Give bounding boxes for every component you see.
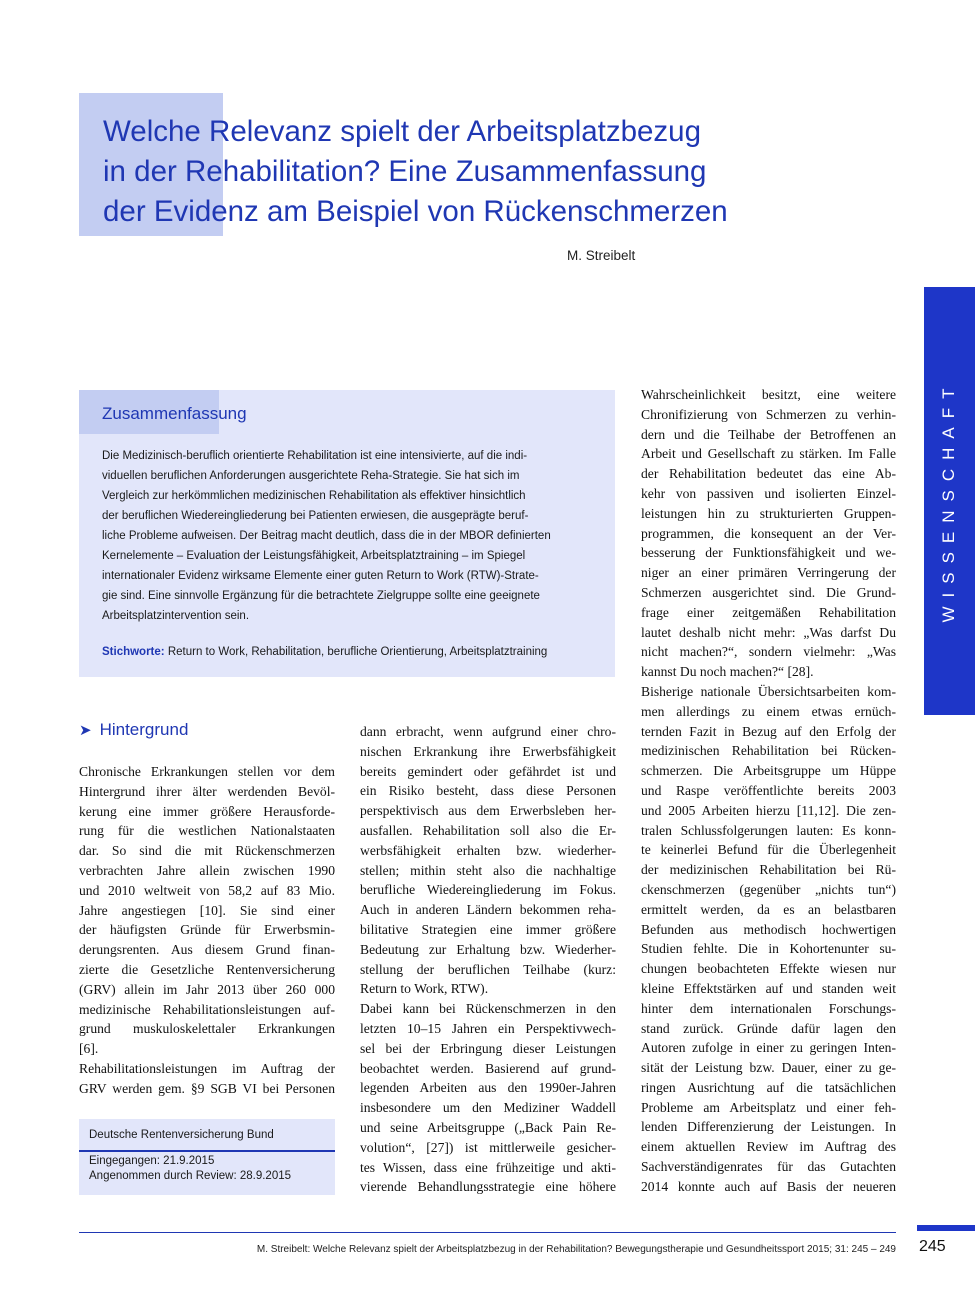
abstract-line: der beruflichen Wiedereingliederung bei Patienten erwiesen, die ausgeprägte beruf- [102, 510, 529, 522]
text-line: medizinischen Rehabilitation bei Rücken- [641, 743, 896, 759]
text-line: bereits gemindert oder gefährdet ist und [360, 763, 616, 779]
text-line: tes Wissen, dass eine frühzeitige und akti- [360, 1159, 616, 1175]
body-column-1 [79, 762, 335, 1099]
text-line: letzten 10–15 Jahren ein Perspektivwech- [360, 1020, 616, 1036]
text-line: GRV werden gem. §9 SGB VI bei Personen [79, 1080, 335, 1096]
text-line: dern und die Teilhabe der Betroffenen an [641, 426, 896, 442]
keywords-text: Return to Work, Rehabilitation, berufliche Orientierung, Arbeitsplatztraining [167, 646, 548, 658]
text-line: dar. So sind die mit Rückenschmerzen [79, 843, 335, 859]
title-line: Welche Relevanz spielt der Arbeitsplatzbezug [103, 115, 701, 148]
keywords [102, 646, 547, 658]
info-organization: Deutsche Rentenversicherung Bund [89, 1129, 274, 1141]
body-column-3 [641, 385, 896, 1197]
footer-rule [79, 1232, 896, 1233]
text-line: grund muskuloskelettaler Erkrankungen [79, 1021, 335, 1037]
text-line: Sachverständigenrates für das Gutachten [641, 1159, 896, 1175]
text-line: Arbeit und Gesellschaft zu stärken. Im Falle [641, 446, 896, 462]
received-date: Eingegangen: 21.9.2015 [89, 1155, 215, 1167]
text-line: lautet deshalb nicht mehr: „Was darfst Du [641, 624, 896, 640]
text-line: Schmerzen ausgerichtet sind. Die Grund- [641, 584, 896, 600]
accepted-date: Angenommen durch Review: 28.9.2015 [89, 1170, 292, 1182]
text-line: kehr von passiven und isolierten Einzel- [641, 485, 896, 501]
text-line: insbesondere um den Mediziner Waddell [360, 1100, 616, 1116]
text-line: legenden Arbeiten aus den 1990er-Jahren [360, 1080, 616, 1096]
text-line: kerung eine immer größere Herausforde- [79, 803, 335, 819]
text-line: te keinerlei Befund für die Überlegenheit [641, 842, 896, 858]
abstract-text [102, 446, 594, 626]
text-line: Befunden aus methodisch hochwertigen [641, 921, 896, 937]
text-line: und 2005 Arbeiten hierzu [11,12]. Die zen- [641, 802, 896, 818]
side-tab-label: WISSENSCHAFT [939, 379, 958, 623]
text-line: berufliche Wiedereingliederung im Fokus. [360, 882, 616, 898]
abstract-line: internationaler Evidenz wirksame Elemente einer guten Return to Work (RTW)-Strate- [102, 570, 539, 582]
arrow-right-icon: ➤ [79, 722, 92, 739]
text-line: leistungen hin zu strukturierten Gruppen- [641, 505, 896, 521]
text-line: [6]. [79, 1041, 99, 1057]
abstract-line: Die Medizinisch-beruflich orientierte Rehabilitation ist eine intensivierte, auf die indi- [102, 450, 528, 462]
abstract-heading: Zusammenfassung [102, 404, 247, 423]
text-line: dann erbracht, wenn aufgrund einer chro- [360, 724, 616, 739]
text-line: nicht machen?“, sondern vielmehr: „Was [641, 644, 896, 660]
text-line: ringen Ausrichtung auf die tatsächlichen [641, 1079, 896, 1095]
text-line: Autoren zufolge in einer zu geringen Inten- [641, 1040, 896, 1056]
text-line: der medizinischen Rehabilitation bei Rü- [641, 862, 896, 878]
text-line: sel bei der Erbringung dieser Leistungen [360, 1040, 616, 1056]
text-line: Wahrscheinlichkeit besitzt, eine weitere [641, 387, 896, 402]
section-heading [79, 720, 188, 740]
text-line: beobachtet werden. Basierend auf grund- [360, 1060, 616, 1076]
text-line: lenden Differenzierung der Leistungen. In [641, 1119, 896, 1135]
text-line: Chronische Erkrankungen stellen vor dem [79, 764, 335, 779]
text-line: hinter dem internationalen Forschungs- [641, 1000, 896, 1016]
text-line: Bisherige nationale Übersichtsarbeiten kom- [641, 683, 896, 699]
text-line: perspektivisch aus dem Erwerbsleben her- [360, 803, 616, 819]
section-heading-text: Hintergrund [99, 720, 189, 739]
footer-citation: M. Streibelt: Welche Relevanz spielt der Arbeitsplatzbezug in der Rehabilitation? Bewegungstherapie und Gesundheitssport 2015; 31: 245 – 249 [256, 1244, 896, 1255]
text-line: Studien fehlte. Die in Kohortenunter su- [641, 941, 896, 957]
text-line: programmen, die konsequent an der Ver- [641, 525, 896, 541]
abstract-line: Arbeitsplatzintervention sein. [102, 610, 250, 622]
text-line: stellung der beruflichen Teilhabe (kurz: [360, 961, 616, 977]
text-line: medizinische Rehabilitationsleistungen auf- [79, 1001, 335, 1017]
text-line: ausfallen. Rehabilitation soll also die Er- [360, 822, 616, 838]
text-line: und 2010 weltweit von 58,2 auf 83 Mio. [79, 882, 335, 898]
text-line: werbsfähigkeit erhalten bzw. wiederher- [360, 842, 616, 858]
text-line: verbrachten Jahre allein zwischen 1990 [79, 862, 335, 878]
text-line: stellen; mithin steht also die nachhaltige [360, 862, 616, 878]
text-line: besserung der Funktionsfähigkeit und we- [641, 545, 896, 561]
text-line: Return to Work, RTW). [360, 981, 489, 997]
text-line: men allerdings zu einem etwas ernüch- [641, 703, 896, 719]
text-line: schmerzen. Die Arbeitsgruppe um Hüppe [641, 763, 896, 779]
text-line: Jahre angestiegen [10]. Sie sind einer [79, 902, 335, 918]
text-line: derungsrenten. Aus diesem Grund finan- [79, 942, 335, 958]
text-line: Auch in anderen Ländern bekommen reha- [360, 902, 616, 918]
text-line: stand zurück. Gründe dafür lagen den [641, 1020, 896, 1036]
text-line: rung für die westlichen Nationalstaaten [79, 823, 335, 839]
abstract-line: Vergleich zur herkömmlichen medizinischen Rehabilitation als effektiver hinsichtlich [102, 490, 526, 502]
text-line: kannst Du noch machen?“ [28]. [641, 664, 814, 680]
text-line: ermittelt werden, da es an belastbaren [641, 901, 896, 917]
abstract-line: gie sind. Eine sinnvolle Ergänzung für die betrachtete Zielgruppe sollte eine geeignete [102, 590, 540, 602]
keywords-label: Stichworte: [102, 646, 165, 658]
body-column-2 [360, 722, 616, 1197]
text-line: kleine Effektstärken auf und standen weit [641, 980, 896, 996]
text-line: zierte die Gesetzliche Rentenversicherung [79, 961, 335, 977]
title-line: in der Rehabilitation? Eine Zusammenfassung [103, 155, 707, 188]
title-line: der Evidenz am Beispiel von Rückenschmerzen [103, 195, 728, 228]
text-line: (GRV) allein im Jahr 2013 über 260 000 [79, 981, 335, 997]
text-line: und seine Arbeitsgruppe („Back Pain Re- [360, 1119, 616, 1135]
text-line: der Rehabilitation bedeutet das eine Ab- [641, 466, 896, 482]
article-title [103, 112, 903, 232]
text-line: Probleme am Arbeitsplatz und einer feh- [641, 1099, 896, 1115]
text-line: volution“, [27]) ist mittlerweile gesicher- [360, 1139, 616, 1155]
text-line: Dabei kann bei Rückenschmerzen in den [360, 1001, 616, 1017]
text-line: chungen beobachteten Effekte wiesen nur [641, 961, 896, 977]
abstract-line: viduellen beruflichen Anforderungen ausgerichtete Reha-Strategie. Sie hat sich im [102, 470, 520, 482]
text-line: ckenschmerzen (gegenüber „nichts tun“) [641, 881, 896, 897]
publication-info-box [79, 1119, 335, 1195]
info-dates [89, 1154, 291, 1184]
text-line: der häufigsten Gründe für Erwerbsmin- [79, 922, 335, 938]
text-line: Rehabilitationsleistungen im Auftrag der [79, 1060, 335, 1076]
text-line: 2014 konnte auch auf Basis der neueren [641, 1178, 896, 1194]
text-line: tralen Schlussfolgerungen lauten: Es konn- [641, 822, 896, 838]
abstract-line: Kernelemente – Evaluation der Leistungsfähigkeit, Arbeitsplatztraining – im Spiegel [102, 550, 526, 562]
text-line: sität der Leistung bzw. Dauer, einer zu ge- [641, 1060, 896, 1076]
author: M. Streibelt [567, 248, 636, 263]
abstract-box [79, 390, 615, 677]
text-line: Chronifizierung von Schmerzen zu verhin- [641, 406, 896, 422]
text-line: Hintergrund ihrer älter werdenden Bevöl- [79, 783, 335, 799]
info-divider [79, 1150, 335, 1152]
page-number-accent [917, 1225, 975, 1231]
text-line: Bedeutung zur Erhaltung bzw. Wiederher- [360, 941, 616, 957]
text-line: nischen Erkrankung ihre Erwerbsfähigkeit [360, 743, 616, 759]
text-line: bilitative Strategien eine immer größere [360, 921, 616, 937]
text-line: einem aktuellen Review im Auftrag des [641, 1139, 896, 1155]
text-line: niger an einer primären Verringerung der [641, 565, 896, 581]
text-line: ternden Fazit in Bezug auf den Erfolg der [641, 723, 896, 739]
text-line: und Raspe veröffentlichte bereits 2003 [641, 782, 896, 798]
abstract-line: liche Probleme aufweisen. Der Beitrag macht deutlich, dass die in der MBOR definierten [102, 530, 551, 542]
text-line: ein Risiko besteht, dass diese Personen [360, 783, 616, 799]
page-number: 245 [919, 1238, 946, 1255]
text-line: frage einer zeitgemäßen Rehabilitation [641, 604, 896, 620]
text-line: vierende Behandlungsstrategie eine höhere [360, 1179, 616, 1195]
